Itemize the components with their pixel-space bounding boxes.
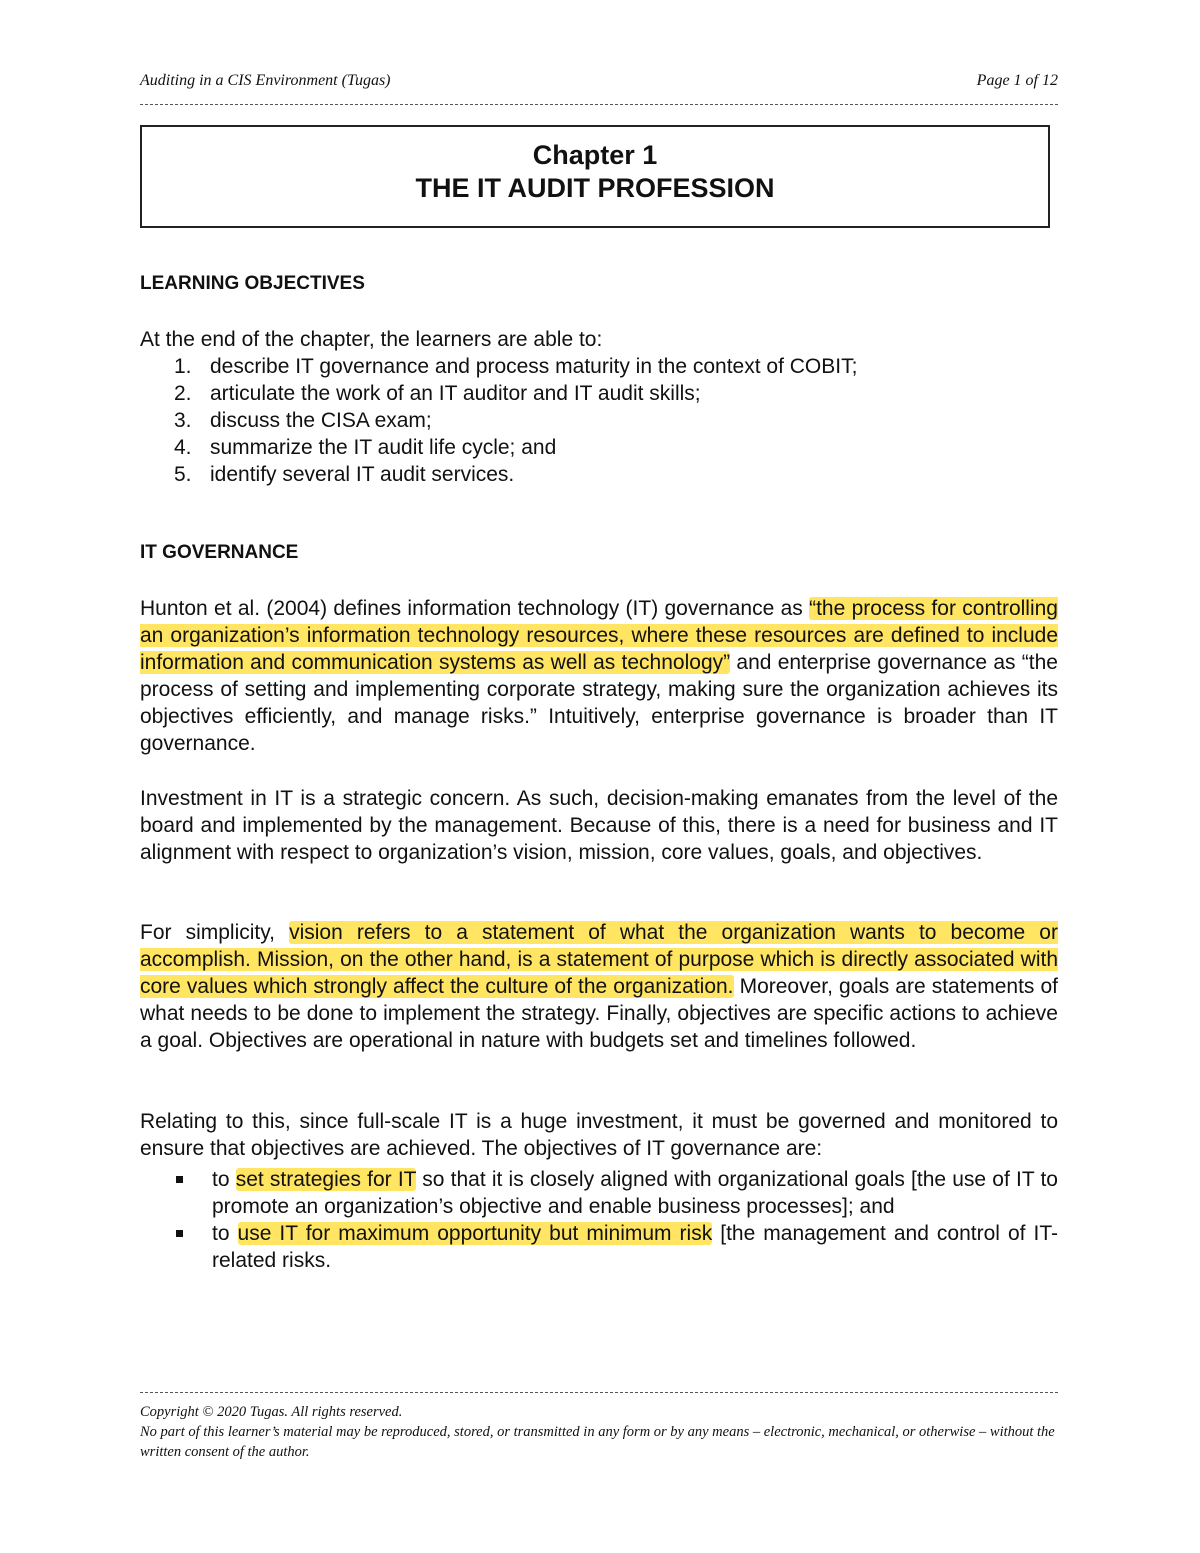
objectives-intro: At the end of the chapter, the learners are able to:	[140, 328, 603, 351]
list-text: [the management and control of IT-related risks.	[212, 1222, 1058, 1272]
paragraph-text: and enterprise governance as “the process of setting and implementing corporate strategy, making sure the organization achieves its objectives efficiently, and manage risks.” Intuitively, enterprise governance is broader than IT governance.	[140, 651, 1058, 755]
paragraph-text: Hunton et al. (2004) defines information technology (IT) governance as	[140, 597, 810, 620]
objectives-list	[170, 353, 1050, 488]
list-number: 1.	[174, 355, 192, 378]
chapter-title: THE IT AUDIT PROFESSION	[415, 173, 775, 203]
paragraph-text: Moreover, goals are statements of what needs to be done to implement the strategy. Finally, objectives are specific actions to achieve a goal. Objectives are operational in nature with budgets set and timelines followed.	[140, 975, 1058, 1052]
header-course-title: Auditing in a CIS Environment (Tugas)	[140, 72, 391, 89]
paragraph-objectives: Relating to this, since full-scale IT is a huge investment, it must be governed and monitored to ensure that objectives are achieved. The objectives of IT governance are:	[140, 1110, 1058, 1160]
list-item	[170, 1166, 1058, 1220]
list-text: identify several IT audit services.	[210, 463, 515, 486]
header-divider	[140, 104, 1058, 105]
it-governance-heading: IT GOVERNANCE	[140, 542, 299, 563]
list-text: articulate the work of an IT auditor and IT audit skills;	[210, 382, 701, 405]
paragraph-vision-mission	[140, 919, 1058, 1054]
paragraph-text: For simplicity,	[140, 921, 290, 944]
page-header	[140, 72, 1058, 94]
list-item	[170, 1220, 1058, 1274]
paragraph-investment: Investment in IT is a strategic concern. As such, decision-making emanates from the level of the board and implemented by the management. Because of this, there is a need for business and IT alignment with respect to organization’s vision, mission, core values, goals, and objectives.	[140, 787, 1058, 864]
highlighted-text: vision refers to a statement of what the organization wants to become or accomplish. Mission, on the other hand, is a statement of purpose which is directly associated with core values which strongly affect the culture of the organization.	[140, 921, 1058, 998]
chapter-number: Chapter 1	[532, 140, 658, 170]
highlighted-text: “the process for controlling an organization’s information technology resources, where these resources are defined to include information and communication systems as well as technology”	[140, 597, 1058, 674]
list-item	[170, 380, 1050, 407]
list-text: describe IT governance and process maturity in the context of COBIT;	[210, 355, 858, 378]
list-text: to	[212, 1222, 238, 1245]
highlighted-text: use IT for maximum opportunity but minimum risk	[237, 1222, 713, 1245]
footer-copyright: Copyright © 2020 Tugas. All rights reserved.	[140, 1404, 403, 1420]
chapter-title-box	[140, 125, 1050, 228]
document-page	[140, 0, 1058, 1553]
square-bullet-icon	[176, 1230, 183, 1237]
list-number: 4.	[174, 436, 192, 459]
list-item	[170, 407, 1050, 434]
list-text: to	[212, 1168, 236, 1191]
list-number: 5.	[174, 463, 192, 486]
list-text: discuss the CISA exam;	[210, 409, 432, 432]
governance-objectives-list	[170, 1166, 1058, 1274]
page-footer	[140, 1402, 1058, 1462]
square-bullet-icon	[176, 1176, 183, 1183]
list-item	[170, 353, 1050, 380]
list-item	[170, 461, 1050, 488]
learning-objectives-heading: LEARNING OBJECTIVES	[140, 273, 365, 294]
list-item	[170, 434, 1050, 461]
highlighted-text: set strategies for IT	[235, 1168, 417, 1191]
paragraph-definition	[140, 595, 1058, 757]
list-number: 3.	[174, 409, 192, 432]
list-text: summarize the IT audit life cycle; and	[210, 436, 557, 459]
footer-divider	[140, 1392, 1058, 1393]
list-number: 2.	[174, 382, 192, 405]
footer-notice: No part of this learner’s material may be reproduced, stored, or transmitted in any form or by any means – electronic, mechanical, or otherwise – without the written consent of the author.	[140, 1424, 1055, 1460]
list-text: so that it is closely aligned with organizational goals [the use of IT to promote an organization’s objective and enable business processes]; and	[212, 1168, 1058, 1218]
header-page-number: Page 1 of 12	[976, 72, 1058, 89]
